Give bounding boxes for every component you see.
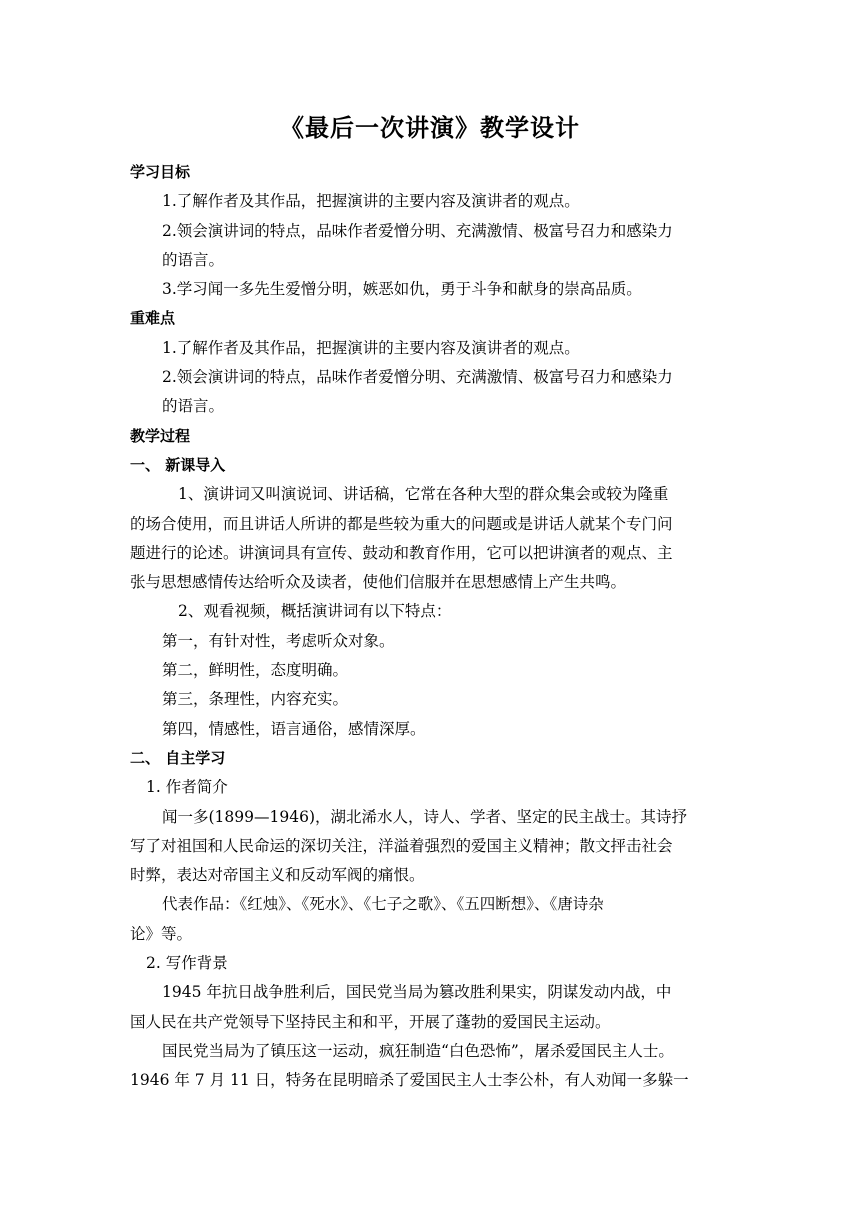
- text-line: 第四，情感性，语言通俗，感情深厚。: [162, 719, 426, 738]
- text-line: 1. 作者简介: [146, 778, 228, 797]
- document-title: 《最后一次讲演》教学设计: [280, 114, 580, 142]
- section-heading: 一、 新课导入: [130, 455, 226, 474]
- text-line: 3.学习闻一多先生爱憎分明，嫉恶如仇，勇于斗争和献身的崇高品质。: [162, 280, 642, 299]
- text-line: 的语言。: [162, 250, 225, 269]
- text-line: 论》等。: [130, 924, 193, 943]
- text-line: 1.了解作者及其作品，把握演讲的主要内容及演讲者的观点。: [162, 192, 580, 211]
- text-line: 国人民在共产党领导下坚持民主和和平，开展了蓬勃的爱国民主运动。: [130, 1012, 611, 1031]
- section-heading: 重难点: [130, 309, 176, 328]
- text-line: 1、演讲词又叫演说词、讲话稿，它常在各种大型的群众集会或较为隆重: [178, 485, 669, 504]
- text-line: 第一，有针对性，考虑听众对象。: [162, 631, 395, 650]
- text-line: 代表作品：《红烛》、《死水》、《七子之歌》、《五四断想》、《唐诗杂: [162, 895, 604, 914]
- text-line: 1945 年抗日战争胜利后，国民党当局为篡改胜利果实，阴谋发动内战，中: [162, 983, 672, 1002]
- text-line: 国民党当局为了镇压这一运动，疯狂制造“白色恐怖”，屠杀爱国民主人士。: [162, 1041, 674, 1060]
- text-line: 2.领会演讲词的特点，品味作者爱憎分明、充满激情、极富号召力和感染力: [162, 221, 673, 240]
- text-line: 2、观看视频，概括演讲词有以下特点：: [178, 602, 452, 621]
- text-line: 第二，鲜明性，态度明确。: [162, 661, 349, 680]
- text-line: 写了对祖国和人民命运的深切关注，洋溢着强烈的爱国主义精神；散文抨击社会: [130, 836, 673, 855]
- text-line: 的语言。: [162, 397, 225, 416]
- text-line: 1.了解作者及其作品，把握演讲的主要内容及演讲者的观点。: [162, 338, 580, 357]
- section-heading: 二、 自主学习: [130, 748, 226, 767]
- text-line: 题进行的论述。讲演词具有宣传、鼓动和教育作用，它可以把讲演者的观点、主: [130, 543, 673, 562]
- document-text: [130, 158, 730, 1096]
- text-line: 2.领会演讲词的特点，品味作者爱憎分明、充满激情、极富号召力和感染力: [162, 368, 673, 387]
- text-line: 时弊，表达对帝国主义和反动军阀的痛恨。: [130, 866, 425, 885]
- text-line: 闻一多(1899—1946)，湖北浠水人，诗人、学者、坚定的民主战士。其诗抒: [162, 807, 687, 826]
- section-heading: 学习目标: [130, 163, 191, 181]
- text-line: 的场合使用，而且讲话人所讲的都是些较为重大的问题或是讲话人就某个专门问: [130, 514, 673, 533]
- text-line: 1946 年 7 月 11 日，特务在昆明暗杀了爱国民主人士李公朴，有人劝闻一多躲一: [130, 1071, 689, 1090]
- text-line: 第三，条理性，内容充实。: [162, 690, 349, 709]
- text-line: 张与思想感情传达给听众及读者，使他们信服并在思想感情上产生共鸣。: [130, 573, 627, 592]
- document-body: [130, 108, 730, 1096]
- section-heading: 教学过程: [130, 426, 191, 445]
- text-line: 2. 写作背景: [146, 954, 228, 973]
